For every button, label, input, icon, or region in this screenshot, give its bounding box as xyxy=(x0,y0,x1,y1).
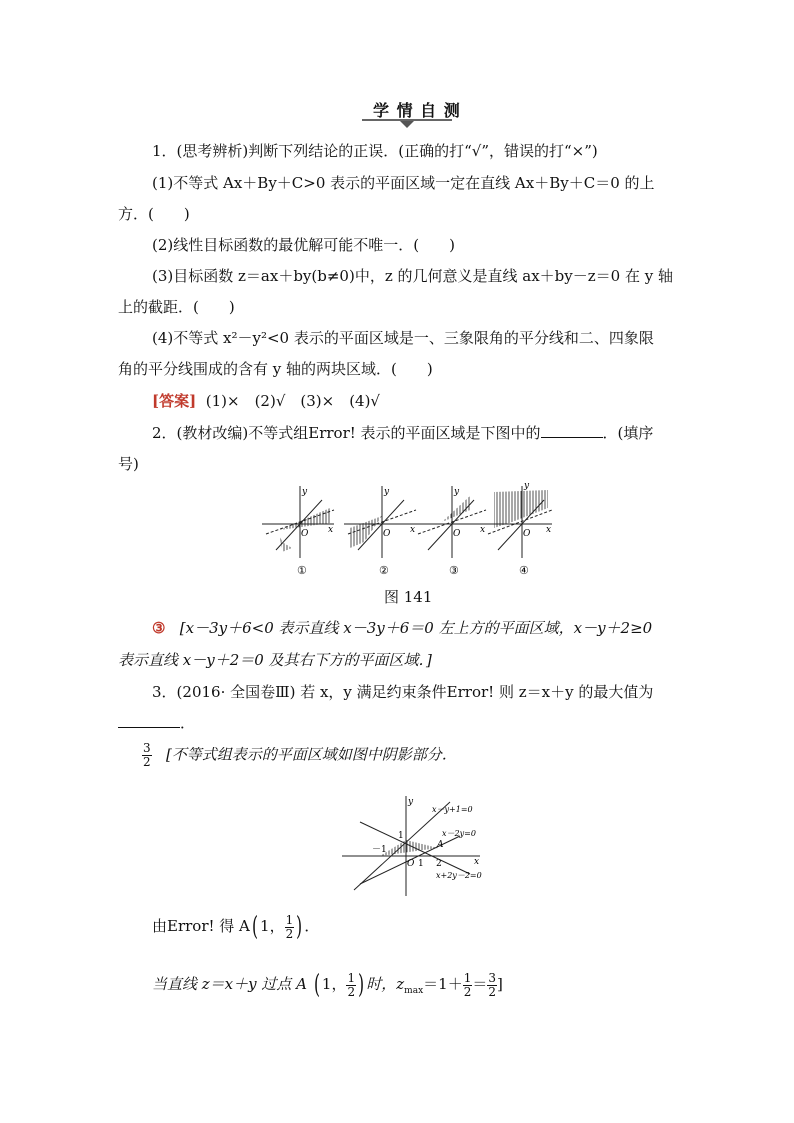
q3-answer: $\frac{3}{2}$ [不等式组表示的平面区域如图中阴影部分． xyxy=(143,741,457,769)
conclusion-fraction-result: $\frac{3}{2}$ xyxy=(488,970,496,999)
line2-label: x－2y=0 xyxy=(442,829,476,838)
fig1-label: ① xyxy=(297,564,307,577)
fig2-y-label: y xyxy=(384,487,390,497)
fig2-x-label: x xyxy=(410,525,416,535)
q1-answer xyxy=(152,390,380,411)
fig4-origin: O xyxy=(523,529,531,539)
q1-item4-line2: 角的平分线围成的含有 y 轴的两块区域．( ) xyxy=(118,360,433,378)
graph-x-label: x xyxy=(474,857,480,867)
fig3-x-label: x xyxy=(480,525,486,535)
q1-item2: (2)线性目标函数的最优解可能不唯一．( ) xyxy=(152,236,455,254)
q2-answer-line1: ③ [x－3y＋6<0 表示直线 x－3y＋6＝0 左上方的平面区域，x－y＋2≥0 xyxy=(152,619,653,637)
fig2-label: ② xyxy=(379,564,389,577)
graph-y-one: 1 xyxy=(398,831,404,841)
q3-stem-line1: 3．(2016· 全国卷Ⅲ) 若 x，y 满足约束条件Error! 则 z＝x＋y 的最大值为 xyxy=(152,683,654,701)
point-A-label: A xyxy=(437,840,444,850)
subfigure-3 xyxy=(414,486,486,577)
q1-item3-line1: (3)目标函数 z＝ax＋by(b≠0)中，z 的几何意义是直线 ax＋by－z＝0 在 y 轴 xyxy=(152,267,673,285)
q1-item3-line2: 上的截距．( ) xyxy=(118,298,235,316)
graph-x-one: 1 xyxy=(418,859,424,869)
fig1-origin: O xyxy=(301,529,309,539)
subfigure-1 xyxy=(262,486,334,577)
answer-label: [答案] xyxy=(152,392,197,410)
graph-x-two: 2 xyxy=(436,859,442,869)
q3-stem-line2: ． xyxy=(118,712,195,733)
q3-answer-fraction: $\frac{3}{2}$ xyxy=(143,741,151,769)
line3-label: x+2y－2=0 xyxy=(436,871,482,880)
fig4-y-label: y xyxy=(524,481,530,491)
conclusion-fraction-half: $\frac{1}{2}$ xyxy=(463,970,472,999)
q2-answer-number: ③ xyxy=(152,619,166,637)
q2-stem-line2: 号) xyxy=(118,455,139,473)
q3-region-graph xyxy=(340,792,490,898)
fig3-origin: O xyxy=(453,529,461,539)
fig1-y-label: y xyxy=(302,487,308,497)
fig4-label: ④ xyxy=(519,564,529,577)
fig3-label: ③ xyxy=(449,564,459,577)
q1-item1-line1: (1)不等式 Ax＋By＋C>0 表示的平面区域一定在直线 Ax＋By＋C＝0 的上 xyxy=(152,174,655,192)
fig4-x-label: x xyxy=(546,525,552,535)
subfigure-2 xyxy=(344,486,416,577)
answer-text: (1)× (2)√ (3)× (4)√ xyxy=(205,392,380,410)
fig1-x-label: x xyxy=(328,525,334,535)
q2-figure-strip xyxy=(262,478,552,578)
answer-blank xyxy=(541,423,603,438)
section-title-underline xyxy=(362,118,452,130)
conclusion-fraction-A: $\frac{1}{2}$ xyxy=(347,970,356,999)
q2-stem-line1: 2．(教材改编)不等式组Error! 表示的平面区域是下图中的 ．(填序 xyxy=(152,424,654,442)
q1-item4-line1: (4)不等式 x²－y²<0 表示的平面区域是一、三象限角的平分线和二、四象限 xyxy=(152,329,654,347)
graph-y-label: y xyxy=(408,797,414,807)
section-title: 学 情 自 测 xyxy=(373,101,461,120)
q3-conclusion: 当直线 z＝x＋y 过点 A ( 1， $\frac{1}{2}$ ) 时，$z_{max}=1+$ $\frac{1}{2}$ ＝ $\frac{3}{2}$ ] xyxy=(152,970,503,1000)
line1-label: x－y+1=0 xyxy=(432,805,473,814)
figure-caption: 图 141 xyxy=(384,588,433,606)
subfigure-4 xyxy=(484,481,552,577)
q2-answer-line2: 表示直线 x－y＋2＝0 及其右下方的平面区域．] xyxy=(118,651,432,669)
q1-item1-line2: 方．( ) xyxy=(118,205,190,223)
q3-solve-line: 由Error! 得 A( 1， $\frac{1}{2}$ ) ． xyxy=(152,912,320,942)
fig2-origin: O xyxy=(383,529,391,539)
solve-fraction: $\frac{1}{2}$ xyxy=(285,912,294,941)
q3-answer-blank xyxy=(118,713,180,728)
fig3-y-label: y xyxy=(454,487,460,497)
shaded-region xyxy=(380,840,438,856)
graph-origin: O xyxy=(407,859,415,869)
graph-minus-one: －1 xyxy=(372,845,387,855)
q1-stem: 1．(思考辨析)判断下列结论的正误．(正确的打“√”，错误的打“×”) xyxy=(152,142,598,160)
